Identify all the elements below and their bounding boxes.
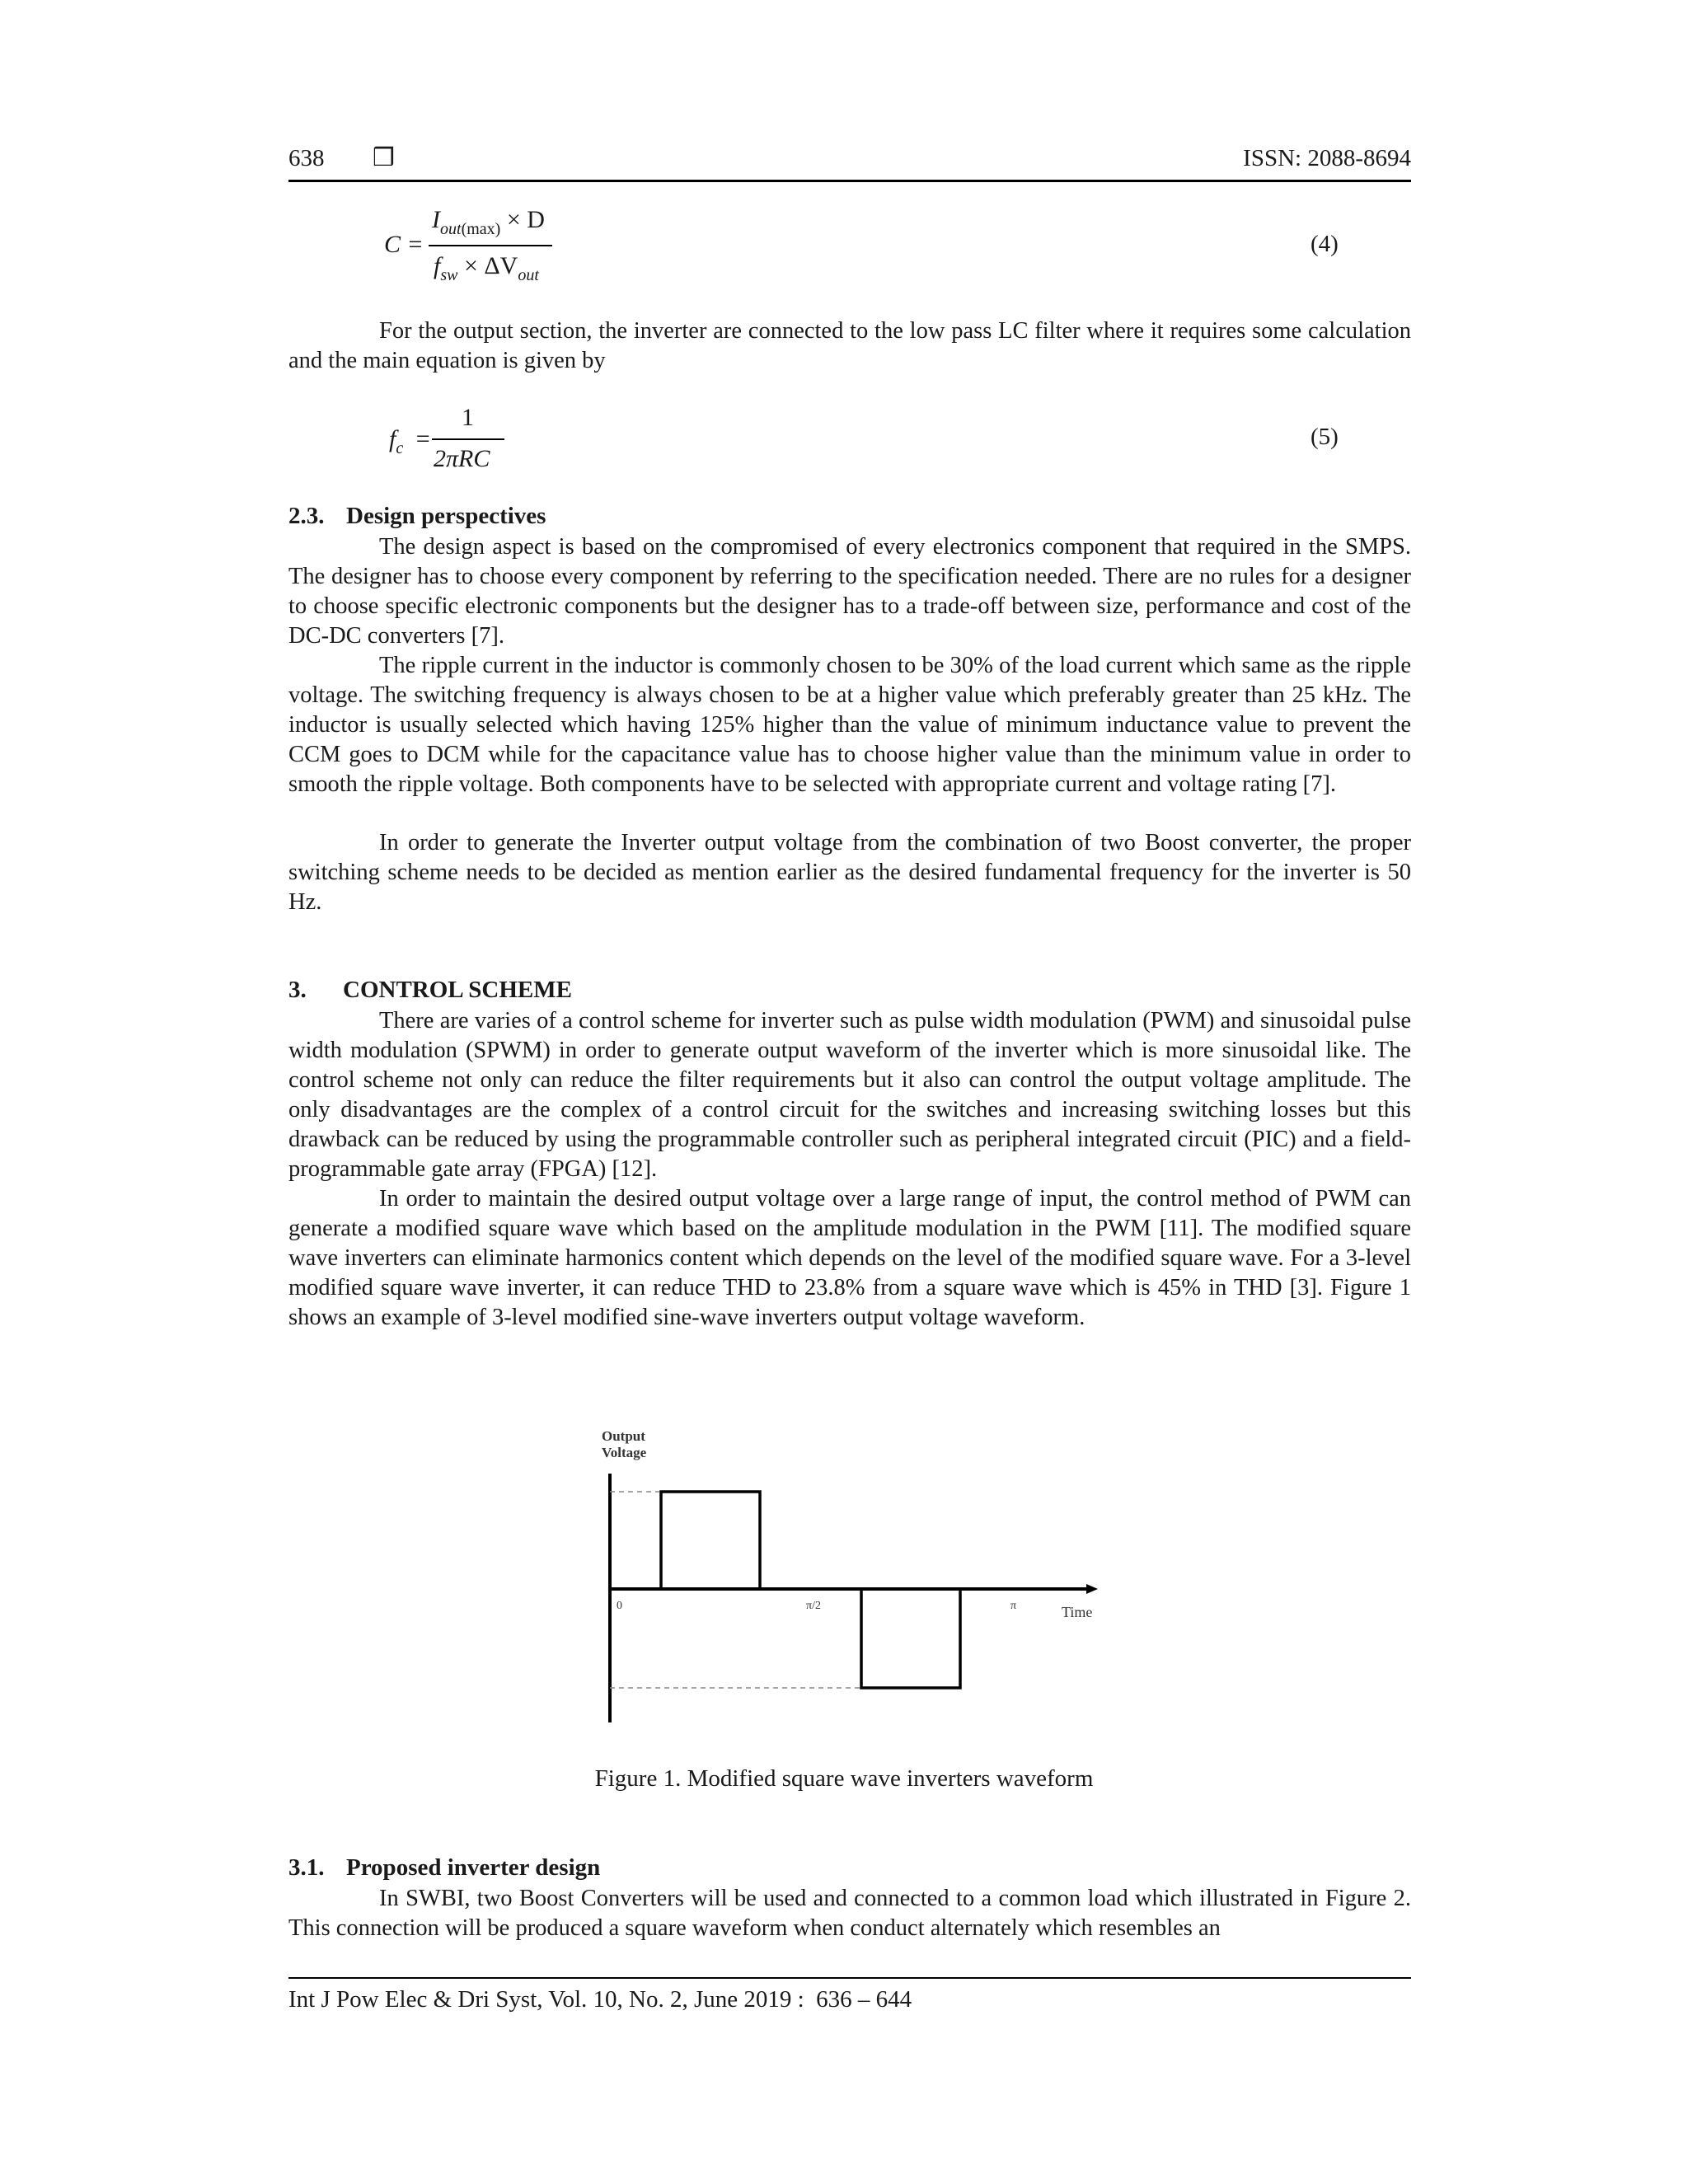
figure-1-caption: Figure 1. Modified square wave inverters waveform <box>594 1765 1094 1792</box>
eq4-den-sub: sw <box>440 266 458 284</box>
eq5-lhs-var: f <box>389 425 396 452</box>
eq4-num-rest: × D <box>506 206 545 233</box>
eq4-num-sub2: (max) <box>461 220 501 238</box>
eq4-label: (4) <box>1311 231 1339 257</box>
footer-citation: Int J Pow Elec & Dri Syst, Vol. 10, No. 2, June 2019 : 636 – 644 <box>288 1986 912 2013</box>
para-output-text: For the output section, the inverter are connected to the low pass LC filter where it requires some calculation and the main equation is given by <box>288 318 1411 373</box>
para-3-1-1-text: In SWBI, two Boost Converters will be used and connected to a common load which illustrated in Figure 2. This connection will be produced a square waveform when conduct alternately which resembles an <box>288 1886 1411 1941</box>
tick-label-0: 0 <box>617 1600 622 1612</box>
eq4-fraction-bar <box>429 245 552 246</box>
eq5-label: (5) <box>1311 424 1339 450</box>
x-axis-label: Time <box>1062 1604 1093 1620</box>
equation-5 <box>384 404 549 478</box>
eq4-den-rest: × ΔV <box>463 252 518 279</box>
heading-2-3-title: Design perspectives <box>346 503 546 529</box>
issn-label: ISSN: 2088-8694 <box>1243 145 1411 171</box>
para-3-2-text: In order to maintain the desired output voltage over a large range of input, the control method of PWM can generate a modified square wave which based on the amplitude modulation in the PWM [11]. The modified square wave inverters can eliminate harmonics content which depends on the level of the modified square wave. For a 3-level modified square wave inverter, it can reduce THD to 23.8% from a square wave which is 45% in THD [3]. Figure 1 shows an example of 3-level modified sine-wave inverters output voltage waveform. <box>288 1186 1411 1330</box>
eq5-equals: = <box>415 425 430 452</box>
heading-2-3-number: 2.3. <box>288 503 325 529</box>
heading-3-number: 3. <box>288 977 307 1003</box>
para-3-1-text: There are varies of a control scheme for inverter such as pulse width modulation (PWM) and sinusoidal pulse width modulation (SPWM) in order to generate output waveform of the inverter which is more sinusoidal like. The control scheme not only can reduce the filter requirements but it also can control the output voltage amplitude. The only disadvantages are the complex of a control circuit for the switches and increasing switching losses but this drawback can be reduced by using the programmable controller such as peripheral integrated circuit (PIC) and a field-programmable gate array (FPGA) [12]. <box>288 1008 1411 1182</box>
page-number: 638 <box>288 145 325 171</box>
figure-1-waveform <box>577 1418 1121 1747</box>
eq5-numerator: 1 <box>462 404 474 431</box>
para-2-3-1-text: The design aspect is based on the compromised of every electronics component that required in the SMPS. The designer has to choose every component by referring to the specification needed. There are no rules for a designer to choose specific electronic components but the designer has to a trade-off between size, performance and cost of the DC-DC converters [7]. <box>288 534 1411 649</box>
para-2-3-3-text: In order to generate the Inverter output voltage from the combination of two Boost converter, the proper switching scheme needs to be decided as mention earlier as the desired fundamental frequency for the inverter is 50 Hz. <box>288 830 1411 915</box>
eq5-lhs-sub: c <box>396 439 404 457</box>
y-axis-label-line1: Output <box>602 1428 645 1444</box>
eq4-den-sub2: out <box>518 266 539 284</box>
eq4-den-var: f <box>434 252 441 279</box>
y-axis-label-line2: Voltage <box>602 1445 647 1460</box>
para-3-2 <box>288 1184 1411 1333</box>
heading-3 <box>288 977 572 1004</box>
tick-label-pi: π <box>1010 1600 1017 1612</box>
heading-3-title: CONTROL SCHEME <box>343 977 572 1003</box>
footer-rule <box>288 1977 1411 1979</box>
heading-2-3 <box>288 503 546 530</box>
x-axis-arrow <box>1086 1584 1098 1594</box>
para-output-section <box>288 316 1411 376</box>
para-3-1-1 <box>288 1884 1411 1943</box>
header-box-icon: ❒ <box>373 143 395 172</box>
eq5-denominator: 2πRC <box>434 445 490 472</box>
para-2-3-2 <box>288 651 1411 799</box>
heading-3-1-number: 3.1. <box>288 1854 325 1881</box>
para-3-1 <box>288 1006 1411 1184</box>
header-rule <box>288 180 1411 182</box>
eq4-num-var: I <box>432 206 440 233</box>
tick-label-pi-over-2: π/2 <box>806 1600 821 1612</box>
heading-3-1-title: Proposed inverter design <box>346 1854 601 1881</box>
eq4-num-sub: out <box>440 220 462 238</box>
eq5-fraction-bar <box>432 438 504 440</box>
para-2-3-3 <box>288 828 1411 917</box>
heading-3-1 <box>288 1854 600 1882</box>
para-2-3-1 <box>288 532 1411 651</box>
para-2-3-2-text: The ripple current in the inductor is commonly chosen to be 30% of the load current which same as the ripple voltage. The switching frequency is always chosen to be at a higher value which preferably greater than 25 kHz. The inductor is usually selected which having 125% higher than the value of minimum inductance value to prevent the CCM goes to DCM while for the capacitance value has to choose higher value than the minimum value in order to smooth the ripple voltage. Both components have to be selected with appropriate current and voltage rating [7]. <box>288 653 1411 797</box>
equation-4 <box>384 206 631 288</box>
eq4-lhs: C = <box>384 231 424 258</box>
